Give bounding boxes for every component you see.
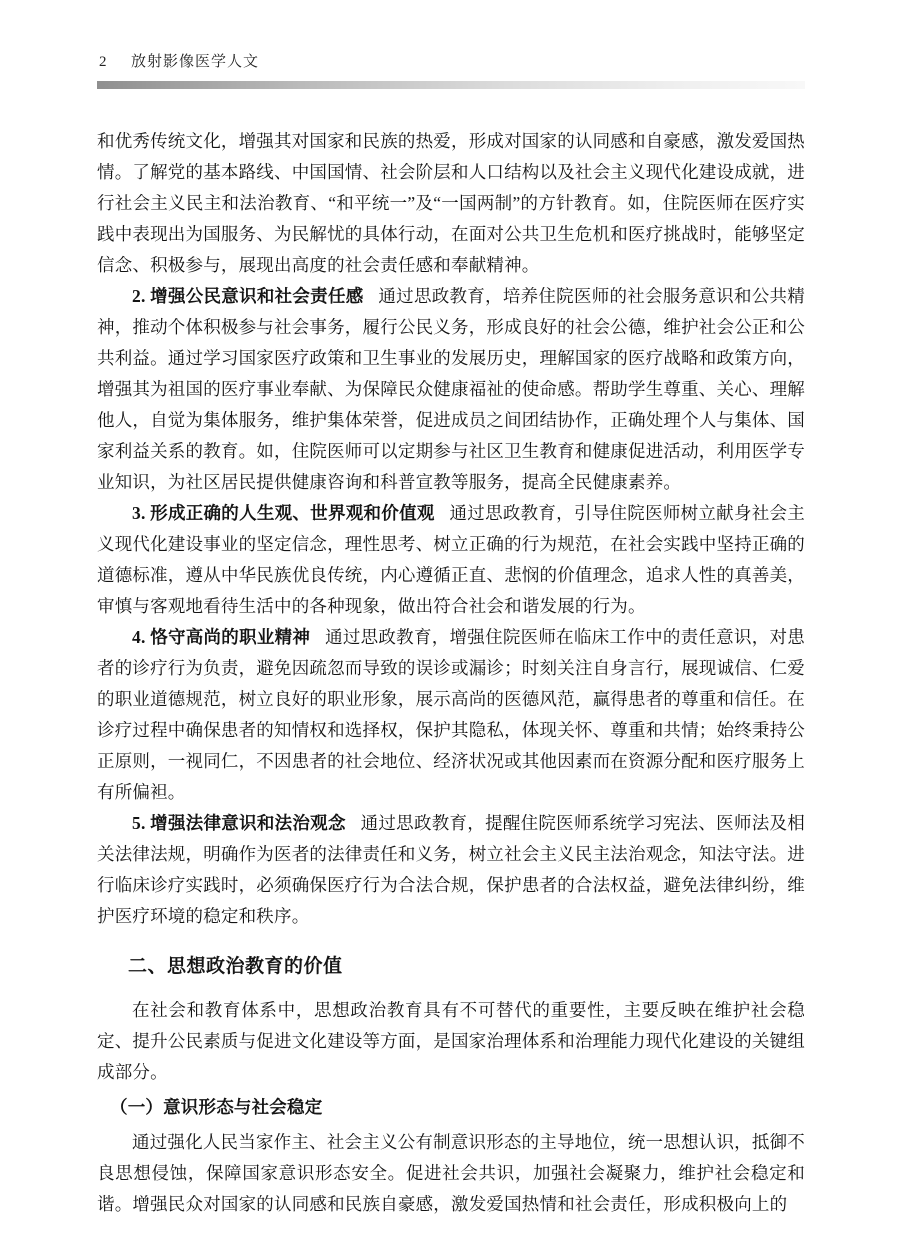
item-label: 5. 增强法律意识和法治观念 <box>132 813 346 833</box>
numbered-item <box>97 281 805 498</box>
numbered-item <box>97 808 805 932</box>
item-text: 通过思政教育，引导住院医师树立献身社会主义现代化建设事业的坚定信念，理性思考、树立正确的行为规范，在社会实践中坚持正确的道德标准，遵从中华民族优良传统，内心遵循正直、悲悯的价值理念，追求人性的真善美，审慎与客观地看待生活中的各种现象，做出符合社会和谐发展的行为。 <box>97 503 805 616</box>
subsection-paragraph: 通过强化人民当家作主、社会主义公有制意识形态的主导地位，统一思想认识，抵御不良思想侵蚀，保障国家意识形态安全。促进社会共识，加强社会凝聚力，维护社会稳定和谐。增强民众对国家的认同感和民族自豪感，激发爱国热情和社会责任，形成积极向上的 <box>97 1132 805 1214</box>
item-label: 2. 增强公民意识和社会责任感 <box>132 286 364 306</box>
item-label: 4. 恪守高尚的职业精神 <box>132 627 311 647</box>
page-number: 2 <box>99 54 107 70</box>
section-heading: 二、思想政治教育的价值 <box>128 956 343 977</box>
section-intro-paragraph: 在社会和教育体系中，思想政治教育具有不可替代的重要性，主要反映在维护社会稳定、提升公民素质与促进文化建设等方面，是国家治理体系和治理能力现代化建设的关键组成部分。 <box>97 1000 805 1082</box>
item-text: 通过思政教育，培养住院医师的社会服务意识和公共精神，推动个体积极参与社会事务，履行公民义务，形成良好的社会公德，维护社会公正和公共利益。通过学习国家医疗政策和卫生事业的发展历史，理解国家的医疗战略和政策方向，增强其为祖国的医疗事业奉献、为保障民众健康福祉的使命感。帮助学生尊重、关心、理解他人，自觉为集体服务，维护集体荣誉，促进成员之间团结协作，正确处理个人与集体、国家利益关系的教育。如，住院医师可以定期参与社区卫生教育和健康促进活动，利用医学专业知识，为社区居民提供健康咨询和科普宣教等服务，提高全民健康素养。 <box>97 286 805 492</box>
page-content <box>97 126 805 1220</box>
book-title: 放射影像医学人文 <box>131 54 260 70</box>
paragraph-continuation: 和优秀传统文化，增强其对国家和民族的热爱，形成对国家的认同感和自豪感，激发爱国热情。了解党的基本路线、中国国情、社会阶层和人口结构以及社会主义现代化建设成就，进行社会主义民主和法治教育、“和平统一”及“一国两制”的方针教育。如，住院医师在医疗实践中表现出为国服务、为民解忧的具体行动，在面对公共卫生危机和医疗挑战时，能够坚定信念、积极参与，展现出高度的社会责任感和奉献精神。 <box>97 131 805 275</box>
numbered-item <box>97 498 805 622</box>
item-label: 3. 形成正确的人生观、世界观和价值观 <box>132 503 435 523</box>
header-divider <box>97 81 805 89</box>
numbered-item <box>97 622 805 808</box>
subsection-heading: （一）意识形态与社会稳定 <box>110 1097 323 1117</box>
item-text: 通过思政教育，提醒住院医师系统学习宪法、医师法及相关法律法规，明确作为医者的法律责任和义务，树立社会主义民主法治观念，知法守法。进行临床诊疗实践时，必须确保医疗行为合法合规，保护患者的合法权益，避免法律纠纷，维护医疗环境的稳定和秩序。 <box>97 813 805 926</box>
item-text: 通过思政教育，增强住院医师在临床工作中的责任意识，对患者的诊疗行为负责，避免因疏忽而导致的误诊或漏诊；时刻关注自身言行，展现诚信、仁爱的职业道德规范，树立良好的职业形象，展示高尚的医德风范，赢得患者的尊重和信任。在诊疗过程中确保患者的知情权和选择权，保护其隐私，体现关怀、尊重和共情；始终秉持公正原则，一视同仁，不因患者的社会地位、经济状况或其他因素而在资源分配和医疗服务上有所偏袒。 <box>97 627 805 802</box>
page-header <box>97 50 805 71</box>
